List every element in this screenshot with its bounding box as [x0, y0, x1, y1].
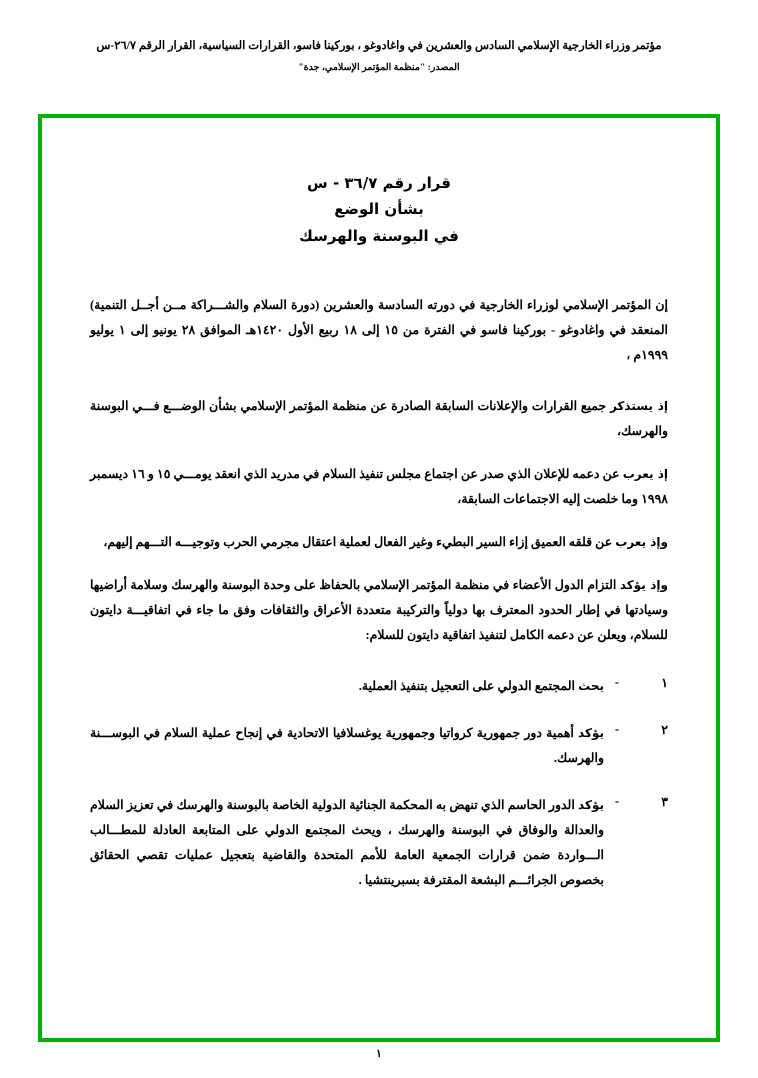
recital-text-2: عن دعمه للإعلان الذي صدر عن اجتماع مجلس تنفيذ السلام في مدريد الذي انعقد يومـــي ١٥ و ١٦ ديسمبر ١٩٩٨ وما خلصت إليه الاجتماعات السابقة، [90, 466, 668, 506]
item-text-2 [90, 721, 604, 771]
recital-paragraph-2 [90, 462, 668, 512]
item-keyword-1: يحث [578, 678, 604, 693]
list-item [90, 793, 668, 893]
item-keyword-3: يؤكد [578, 797, 604, 812]
recital-keyword-4: وإذ يؤكد [619, 577, 668, 592]
title-line-number: قرار رقم ٣٦/٧ - س [307, 174, 451, 192]
item-dash-3: - [614, 793, 620, 808]
recital-keyword-1: إذ يستذكر [609, 398, 668, 413]
recital-text-4: التزام الدول الأعضاء في منظمة المؤتمر الإسلامي بالحفاظ على وحدة البوسنة والهرسك وسلامة أراضيها وسيادتها في إطار الحدود المعترف بها دولياً والتركيبة متعددة الأعراق والثقافات وفق ما جاء في اتفاقيـــة دايتون للسلام، ويعلن عن دعمه الكامل لتنفيذ اتفاقية دايتون للسلام: [90, 577, 668, 642]
document-body [42, 118, 716, 1038]
page-number: ١ [376, 1048, 382, 1060]
item-dash-2: - [614, 721, 620, 736]
list-item [90, 674, 668, 699]
item-keyword-2: يؤكد [578, 725, 604, 740]
recital-text-1: جميع القرارات والإعلانات السابقة الصادرة عن منظمة المؤتمر الإسلامي بشأن الوضـــع فـــي البوسنة والهرسك، [90, 398, 668, 438]
item-body-1: المجتمع الدولي على التعجيل بتنفيذ العملية. [358, 678, 579, 693]
recital-keyword-3: وإذ يعرب [615, 534, 668, 549]
document-header [62, 38, 696, 73]
header-conference-line: مؤتمر وزراء الخارجية الإسلامي السادس والعشرين في واغادوغو ، بوركينا فاسو، القرارات السياسية، القرار الرقم ٢٦/٧-س [96, 40, 662, 52]
item-dash-1: - [614, 674, 620, 689]
recital-paragraph-3 [90, 530, 668, 555]
item-number-2: ٢ [661, 722, 668, 737]
item-number-3: ٣ [661, 794, 668, 809]
resolution-title [90, 170, 668, 249]
recital-text-3: عن قلقه العميق إزاء السير البطيء وغير الفعال لعملية اعتقال مجرمي الحرب وتوجيـــه التـــهم إليهم، [103, 534, 616, 549]
header-source-line: المصدر: "منظمة المؤتمر الإسلامي، جدة" [298, 63, 460, 74]
item-number-1: ١ [661, 675, 668, 690]
item-text-3 [90, 793, 604, 893]
list-item [90, 721, 668, 771]
green-bordered-frame [38, 114, 720, 1042]
item-body-2: أهمية دور جمهورية كرواتيا وجمهورية يوغسلافيا الاتحادية في إنجاح عملية السلام في البوســـنة والهرسك. [90, 725, 604, 765]
recital-paragraph-4 [90, 573, 668, 648]
item-text-1 [90, 674, 604, 699]
recital-keyword-2: إذ يعرب [622, 466, 668, 481]
title-line-topic: في البوسنة والهرسك [299, 226, 459, 245]
item-body-3: الدور الحاسم الذي تنهض به المحكمة الجنائية الدولية الخاصة بالبوسنة والهرسك في تعزيز السلام والعدالة والوفاق في البوسنة والهرسك ، ويحث المجتمع الدولي على المتابعة العادلة للمطـــالب الـــواردة ضمن قرارات الجمعية العامة للأمم المتحدة والقاضية بتعجيل عمليات تقصي الحقائق بخصوص الجرائـــم البشعة المقترفة بسبرينتشيا . [90, 797, 604, 887]
preamble-paragraph: إن المؤتمر الإسلامي لوزراء الخارجية في دورته السادسة والعشرين (دورة السلام والشـــراكة مــن أجــل التنمية) المنعقد في واغادوغو - بوركينا فاسو في الفترة من ١٥ إلى ١٨ ربيع الأول ١٤٢٠هـ الموافق ٢٨ يونيو إلى ١ يوليو ١٩٩٩م ، [90, 297, 669, 362]
operative-items-list [90, 674, 668, 893]
title-line-subject: بشأن الوضع [334, 200, 424, 219]
recital-paragraph-1 [90, 394, 668, 444]
